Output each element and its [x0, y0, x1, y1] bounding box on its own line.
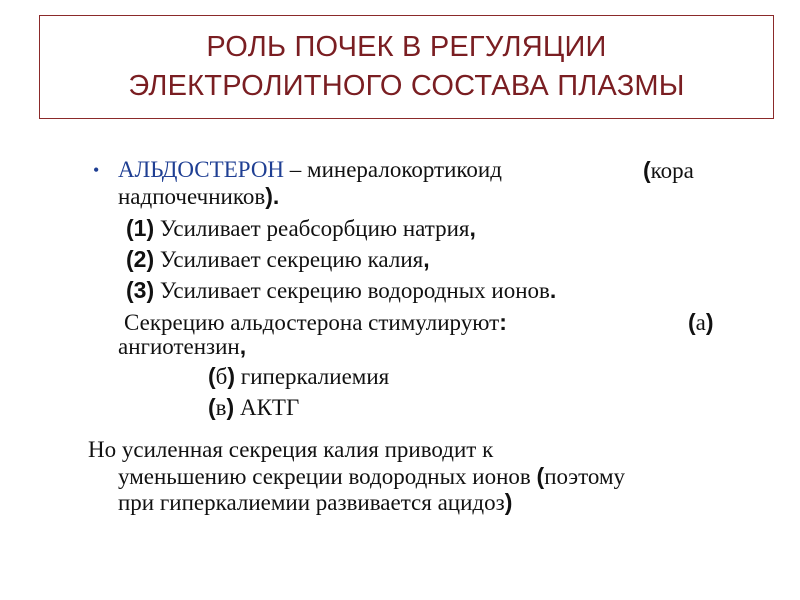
stimulus-colon: :	[499, 309, 507, 335]
paren-open: (	[536, 463, 545, 489]
stimulus-a-letter: а	[695, 310, 706, 335]
slide-title-line-1: РОЛЬ ПОЧЕК В РЕГУЛЯЦИИ	[206, 31, 607, 63]
aldosterone-source-part-1: кора	[650, 158, 694, 183]
period: .	[272, 183, 280, 209]
aldosterone-term: АЛЬДОСТЕРОН	[118, 157, 285, 182]
paren-open: (	[208, 363, 216, 389]
paren-open: (	[208, 394, 216, 420]
paren-open: (	[643, 157, 651, 183]
stimulus-item-b	[208, 363, 389, 390]
conclusion-line-3-text: при гиперкалиемии развивается ацидоз	[118, 490, 505, 515]
stimulus-lead-text: Секрецию альдостерона стимулируют	[124, 310, 500, 335]
stimulus-b-text: гиперкалиемия	[235, 364, 390, 389]
aldosterone-description: минералокортикоид	[307, 157, 502, 182]
effect-item-3	[126, 277, 556, 304]
effect-item-2	[126, 246, 430, 273]
paren-close: )	[227, 363, 236, 389]
effect-text: Усиливает секрецию калия	[154, 247, 424, 272]
paren-close: )	[504, 489, 513, 515]
stimulus-item-a	[118, 333, 246, 360]
effect-end: .	[549, 277, 557, 303]
aldosterone-source-start	[643, 157, 694, 184]
paren-close: )	[705, 309, 714, 335]
aldosterone-dash: –	[284, 157, 308, 182]
effect-text: Усиливает реабсорбцию натрия	[154, 216, 470, 241]
aldosterone-line-1	[118, 157, 502, 183]
effect-end: ,	[469, 215, 476, 241]
stimulus-a-end: ,	[239, 333, 247, 359]
bullet-icon: •	[93, 160, 100, 180]
stimulus-c-text: АКТГ	[234, 395, 300, 420]
stimulus-item-a-marker	[688, 309, 714, 336]
slide-title-line-2: ЭЛЕКТРОЛИТНОГО СОСТАВА ПЛАЗМЫ	[128, 70, 685, 102]
conclusion-line-2-tail: поэтому	[544, 464, 626, 489]
effect-item-1	[126, 215, 476, 242]
stimulus-lead	[124, 309, 507, 336]
stimulus-c-letter: в	[215, 395, 227, 420]
stimulus-item-c	[208, 394, 299, 421]
effect-end: ,	[423, 246, 430, 272]
conclusion-line-2	[118, 463, 625, 490]
paren-close: )	[265, 183, 273, 209]
conclusion-line-2-text: уменьшению секреции водородных ионов	[118, 464, 537, 489]
effect-number: (3)	[126, 277, 155, 303]
paren-open: (	[688, 309, 696, 335]
paren-close: )	[226, 394, 235, 420]
aldosterone-line-2	[118, 183, 279, 210]
conclusion-line-1: Но усиленная секреция калия приводит к	[88, 437, 494, 462]
aldosterone-source-part-2: надпочечников	[118, 184, 266, 209]
conclusion-line-3	[118, 489, 512, 516]
effect-number: (1)	[126, 215, 155, 241]
effect-text: Усиливает секрецию водородных ионов	[154, 278, 550, 303]
stimulus-a-text: ангиотензин	[118, 334, 240, 359]
stimulus-b-letter: б	[215, 364, 228, 389]
effect-number: (2)	[126, 246, 155, 272]
